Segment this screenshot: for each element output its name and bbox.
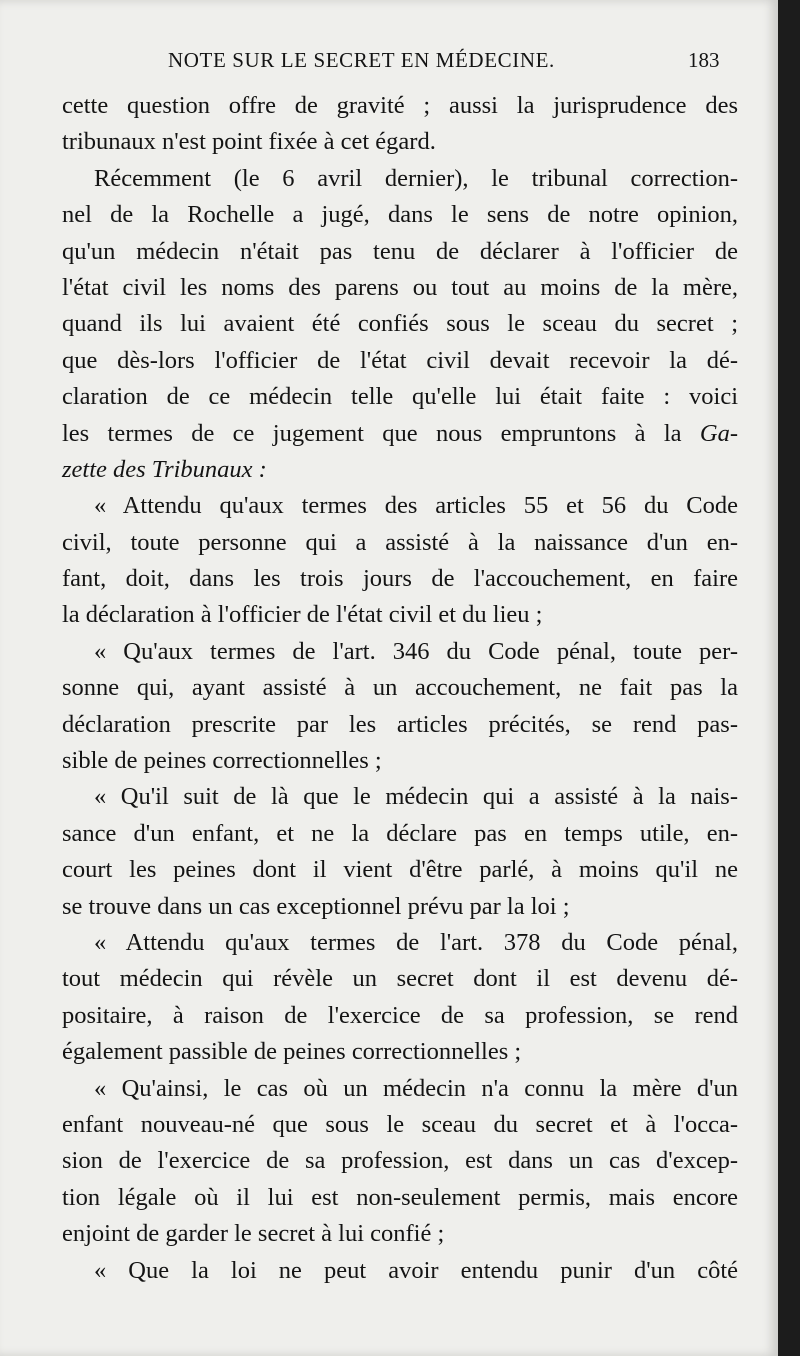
- text-line: cette question offre de gravité ; aussi la jurisprudence des: [62, 92, 738, 119]
- text-line: tout médecin qui révèle un secret dont il est devenu dé-: [62, 965, 738, 993]
- text-line: également passible de peines correctionnelles ;: [62, 1038, 522, 1066]
- text-line: se trouve dans un cas exceptionnel prévu par la loi ;: [62, 892, 570, 920]
- text-line: zette des Tribunaux :: [62, 455, 267, 483]
- text-line: « Que la loi ne peut avoir entendu punir d'un côté: [94, 1256, 738, 1284]
- paragraph: [62, 779, 738, 925]
- text-line: la déclaration à l'officier de l'état civil et du lieu ;: [62, 601, 543, 629]
- text-line: tribunaux n'est point fixée à cet égard.: [62, 128, 436, 156]
- paragraph: [62, 634, 738, 780]
- text-line: sion de l'exercice de sa profession, est dans un cas d'excep-: [62, 1147, 738, 1175]
- text-line: enjoint de garder le secret à lui confié ;: [62, 1220, 445, 1248]
- paragraph: [62, 161, 738, 489]
- text-line: court les peines dont il vient d'être parlé, à moins qu'il ne: [62, 856, 738, 884]
- text-line: claration de ce médecin telle qu'elle lui était faite : voici: [62, 383, 738, 411]
- text-line: les termes de ce jugement que nous empruntons à la Ga-: [62, 419, 738, 447]
- text-line: « Attendu qu'aux termes de l'art. 378 du Code pénal,: [94, 928, 738, 956]
- text-line: que dès-lors l'officier de l'état civil devait recevoir la dé-: [62, 346, 738, 374]
- page-number: 183: [688, 48, 720, 72]
- text-line: fant, doit, dans les trois jours de l'accouchement, en faire: [62, 565, 738, 593]
- page-header: [0, 44, 778, 78]
- paragraph: [62, 925, 738, 1071]
- text-line: qu'un médecin n'était pas tenu de déclarer à l'officier de: [62, 237, 738, 265]
- text-line: quand ils lui avaient été confiés sous le sceau du secret ;: [62, 310, 738, 338]
- text-line: l'état civil les noms des parens ou tout au moins de la mère,: [62, 273, 738, 301]
- text-line: sance d'un enfant, et ne la déclare pas en temps utile, en-: [62, 819, 738, 847]
- text-line: sonne qui, ayant assisté à un accouchement, ne fait pas la: [62, 674, 738, 702]
- text-line: nel de la Rochelle a jugé, dans le sens de notre opinion,: [62, 201, 738, 229]
- text-line: « Qu'aux termes de l'art. 346 du Code pénal, toute per-: [94, 637, 738, 665]
- text-line: sible de peines correctionnelles ;: [62, 747, 382, 775]
- text-line: tion légale où il lui est non-seulement permis, mais encore: [62, 1183, 738, 1211]
- text-line: Récemment (le 6 avril dernier), le tribunal correction-: [94, 164, 738, 192]
- body-text: [62, 88, 738, 1289]
- journal-title-fragment: Ga-: [699, 419, 738, 447]
- text-line: déclaration prescrite par les articles précités, se rend pas-: [62, 710, 738, 738]
- text-line: enfant nouveau-né que sous le sceau du secret et à l'occa-: [62, 1110, 738, 1138]
- paragraph: [62, 488, 738, 634]
- text-line: positaire, à raison de l'exercice de sa profession, se rend: [62, 1001, 738, 1029]
- text-line: « Qu'ainsi, le cas où un médecin n'a connu la mère d'un: [94, 1074, 738, 1102]
- paragraph: [62, 88, 738, 161]
- running-title: NOTE SUR LE SECRET EN MÉDECINE.: [168, 48, 555, 72]
- paragraph: [62, 1071, 738, 1253]
- text-line: « Qu'il suit de là que le médecin qui a assisté à la nais-: [94, 783, 738, 811]
- paragraph: [62, 1253, 738, 1289]
- text-line: « Attendu qu'aux termes des articles 55 et 56 du Code: [94, 492, 738, 520]
- text-line: civil, toute personne qui a assisté à la naissance d'un en-: [62, 528, 738, 556]
